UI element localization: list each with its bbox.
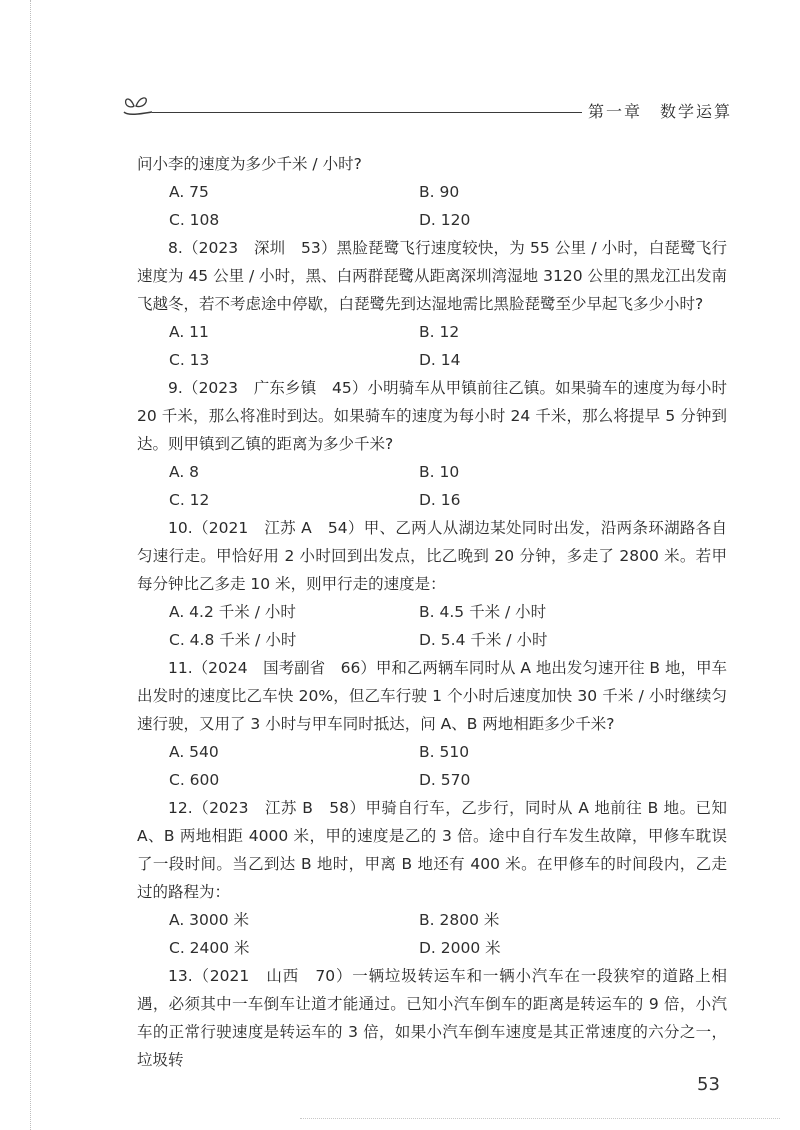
options-q10 xyxy=(169,598,727,654)
intro-line: 问小李的速度为多少千米 / 小时? xyxy=(137,155,362,173)
binding-edge-divider xyxy=(30,0,32,1130)
option: A. 75 xyxy=(169,183,209,201)
option: D. 2000 米 xyxy=(419,939,501,957)
option: D. 16 xyxy=(419,491,461,509)
question-10: 10.（2021 江苏 A 54）甲、乙两人从湖边某处同时出发，沿两条环湖路各自匀速行走。甲恰好用 2 小时回到出发点，比乙晚到 20 分钟，多走了 2800 米。若甲每分钟比乙多走 10 米，则甲行走的速度是： xyxy=(137,519,727,593)
options-q12 xyxy=(169,906,727,962)
option: D. 14 xyxy=(419,351,461,369)
options-q11 xyxy=(169,738,727,794)
option: D. 5.4 千米 / 小时 xyxy=(419,631,548,649)
option: B. 4.5 千米 / 小时 xyxy=(419,603,547,621)
page-content xyxy=(137,150,727,1074)
option: C. 4.8 千米 / 小时 xyxy=(169,631,297,649)
option: D. 120 xyxy=(419,211,471,229)
question-12: 12.（2023 江苏 B 58）甲骑自行车，乙步行，同时从 A 地前往 B 地。已知 A、B 两地相距 4000 米，甲的速度是乙的 3 倍。途中自行车发生故障，甲修车耽误了一段时间。当乙到达 B 地时，甲离 B 地还有 400 米。在甲修车的时间段内，乙走过的路程为： xyxy=(137,799,727,901)
option: B. 90 xyxy=(419,183,460,201)
footer-divider xyxy=(300,1118,780,1119)
option: C. 108 xyxy=(169,211,220,229)
options-q8 xyxy=(169,318,727,374)
page-number: 53 xyxy=(697,1074,720,1095)
chapter-title: 第一章 数学运算 xyxy=(588,102,733,121)
option: D. 570 xyxy=(419,771,471,789)
options-q7 xyxy=(169,178,727,234)
option: A. 4.2 千米 / 小时 xyxy=(169,603,296,621)
option: A. 11 xyxy=(169,323,209,341)
question-13: 13.（2021 山西 70）一辆垃圾转运车和一辆小汽车在一段狭窄的道路上相遇，必须其中一车倒车让道才能通过。已知小汽车倒车的距离是转运车的 9 倍，小汽车的正常行驶速度是转运车的 3 倍，如果小汽车倒车速度是其正常速度的六分之一，垃圾转 xyxy=(137,967,727,1069)
option: B. 510 xyxy=(419,743,470,761)
option: B. 12 xyxy=(419,323,460,341)
option: A. 3000 米 xyxy=(169,911,250,929)
option: C. 2400 米 xyxy=(169,939,250,957)
option: C. 13 xyxy=(169,351,210,369)
option: A. 540 xyxy=(169,743,219,761)
sprout-icon xyxy=(120,86,160,118)
option: B. 10 xyxy=(419,463,460,481)
options-q9 xyxy=(169,458,727,514)
question-11: 11.（2024 国考副省 66）甲和乙两辆车同时从 A 地出发匀速开往 B 地，甲车出发时的速度比乙车快 20%，但乙车行驶 1 个小时后速度加快 30 千米 / 小时继续匀速行驶，又用了 3 小时与甲车同时抵达，问 A、B 两地相距多少千米? xyxy=(137,659,727,733)
question-9: 9.（2023 广东乡镇 45）小明骑车从甲镇前往乙镇。如果骑车的速度为每小时 20 千米，那么将准时到达。如果骑车的速度为每小时 24 千米，那么将提早 5 分钟到达。则甲镇到乙镇的距离为多少千米? xyxy=(137,379,727,453)
option: C. 600 xyxy=(169,771,220,789)
option: B. 2800 米 xyxy=(419,911,500,929)
question-8: 8.（2023 深圳 53）黑脸琵鹭飞行速度较快，为 55 公里 / 小时，白琵鹭飞行速度为 45 公里 / 小时，黑、白两群琵鹭从距离深圳湾湿地 3120 公里的黑龙江出发南飞越冬，若不考虑途中停歇，白琵鹭先到达湿地需比黑脸琵鹭至少早起飞多少小时? xyxy=(137,239,727,313)
header-rule xyxy=(152,112,582,113)
option: A. 8 xyxy=(169,463,200,481)
option: C. 12 xyxy=(169,491,210,509)
